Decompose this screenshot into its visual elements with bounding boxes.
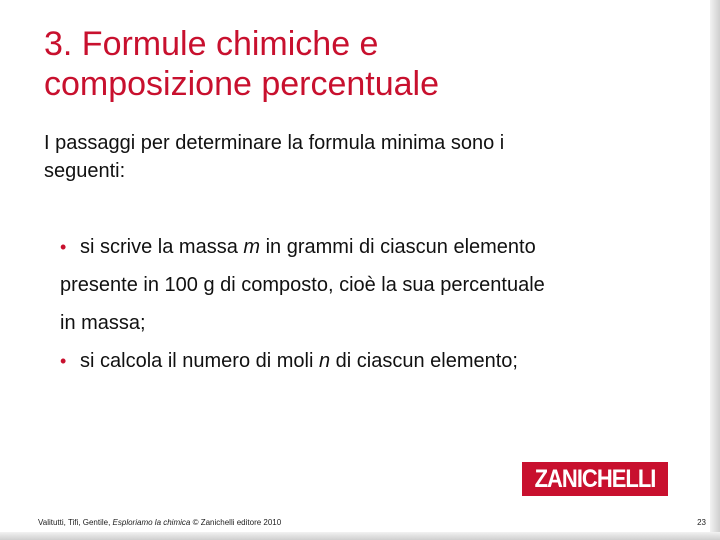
bullet-marker: • [60,351,67,371]
bullet-2-text-a: si calcola il numero di moli [80,350,319,372]
zanichelli-logo [522,462,668,496]
bullet-1-text-c: presente in 100 g di composto, cioè la sua percentuale [60,274,545,296]
bullet-item-1-line-2 [60,266,680,304]
footer-book-title: Esploriamo la chimica [112,518,191,527]
bullet-item-2 [60,342,680,380]
page-number: 23 [697,518,706,527]
intro-line-1: I passaggi per determinare la formula minima sono i [44,132,505,154]
bullet-list [60,228,680,380]
bullet-marker: • [60,237,67,257]
slide-frame-shadow-bottom [0,532,720,540]
intro-text [44,129,664,185]
footer-authors: Valitutti, Tifi, Gentile, [38,518,113,527]
variable-n: n [318,350,331,372]
slide-title-line-2: composizione percentuale [44,65,440,103]
intro-line-2: seguenti: [44,160,126,182]
bullet-1-text-b: in grammi di ciascun elemento [260,236,536,258]
bullet-1-text-a: si scrive la massa [80,236,244,258]
bullet-2-text-b: di ciascun elemento; [330,350,518,372]
logo-text: ZANICHELLI [534,464,656,493]
footer-copyright: © Zanichelli editore 2010 [190,518,282,527]
bullet-item-1-line-3 [60,304,680,342]
slide-frame-shadow-right [710,0,720,540]
bullet-1-text-d: in massa; [60,312,146,334]
variable-m: m [243,236,261,258]
footer-credit [38,518,281,527]
slide-title [44,24,664,104]
bullet-item-1-line-1 [60,228,680,266]
slide-title-line-1: 3. Formule chimiche e [44,25,379,63]
